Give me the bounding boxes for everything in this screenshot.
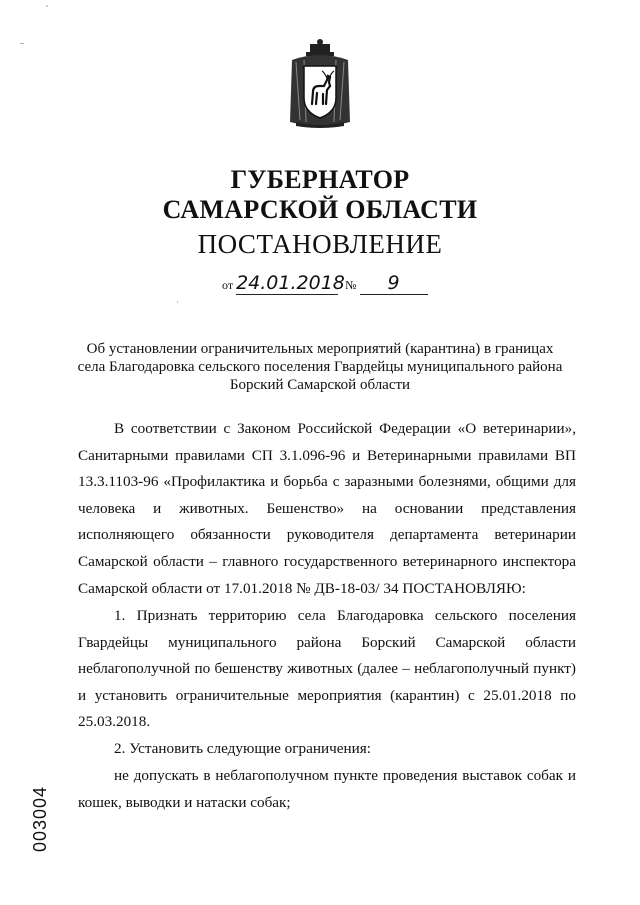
- date-prefix: от: [222, 278, 234, 292]
- title-line-2: САМАРСКОЙ ОБЛАСТИ: [162, 195, 478, 224]
- number-prefix: №: [345, 278, 357, 292]
- number-value: 9: [360, 272, 428, 295]
- subject-line: Об установлении ограничительных мероприятий (карантина) в границах: [86, 341, 554, 357]
- item-1-paragraph: 1. Признать территорию села Благодаровка сельского поселения Гвардейцы муниципального района Борский Самарской области неблагополучной по бешенству животных (далее – неблагополучный пункт) и установить ограничительные мероприятия (карантин) с 25.01.2018 по 25.03.2018.: [78, 607, 576, 731]
- document-type: ПОСТАНОВЛЕНИЕ: [197, 229, 443, 259]
- preamble-paragraph: В соответствии с Законом Российской Федерации «О ветеринарии», Санитарными правилами СП 3.1.096-96 и Ветеринарными правилами ВП 13.3.1103-96 «Профилактика и борьба с заразными болезнями, общими для человека и животных. Бешенство» на основании представления исполняющего обязанности руководителя департамента ветеринарии Самарской области – главного государственного ветеринарного инспектора Самарской области от 17.01.2018 № ДВ-18-03/ 34 ПОСТАНОВЛЯЮ:: [78, 420, 576, 597]
- scan-speck: ﾟ: [46, 5, 50, 14]
- item-2-text: не допускать в неблагополучном пункте проведения выставок собак и кошек, выводки и натаски собак;: [78, 767, 576, 811]
- subject-line: села Благодаровка сельского поселения Гвардейцы муниципального района: [77, 359, 563, 375]
- subject-line: Борский Самарской области: [229, 377, 411, 393]
- scan-speck: ｰ: [20, 39, 24, 48]
- document-subject: [70, 340, 570, 394]
- page-stamp-number: 003004: [30, 785, 50, 852]
- scan-speck: ·: [176, 298, 179, 307]
- item-2-heading: 2. Установить следующие ограничения:: [114, 740, 371, 757]
- title-line-1: ГУБЕРНАТОР: [230, 165, 410, 194]
- date-number-line: [222, 272, 428, 295]
- date-value: 24.01.2018: [236, 272, 345, 294]
- samara-oblast-coat-of-arms-icon: [286, 38, 354, 130]
